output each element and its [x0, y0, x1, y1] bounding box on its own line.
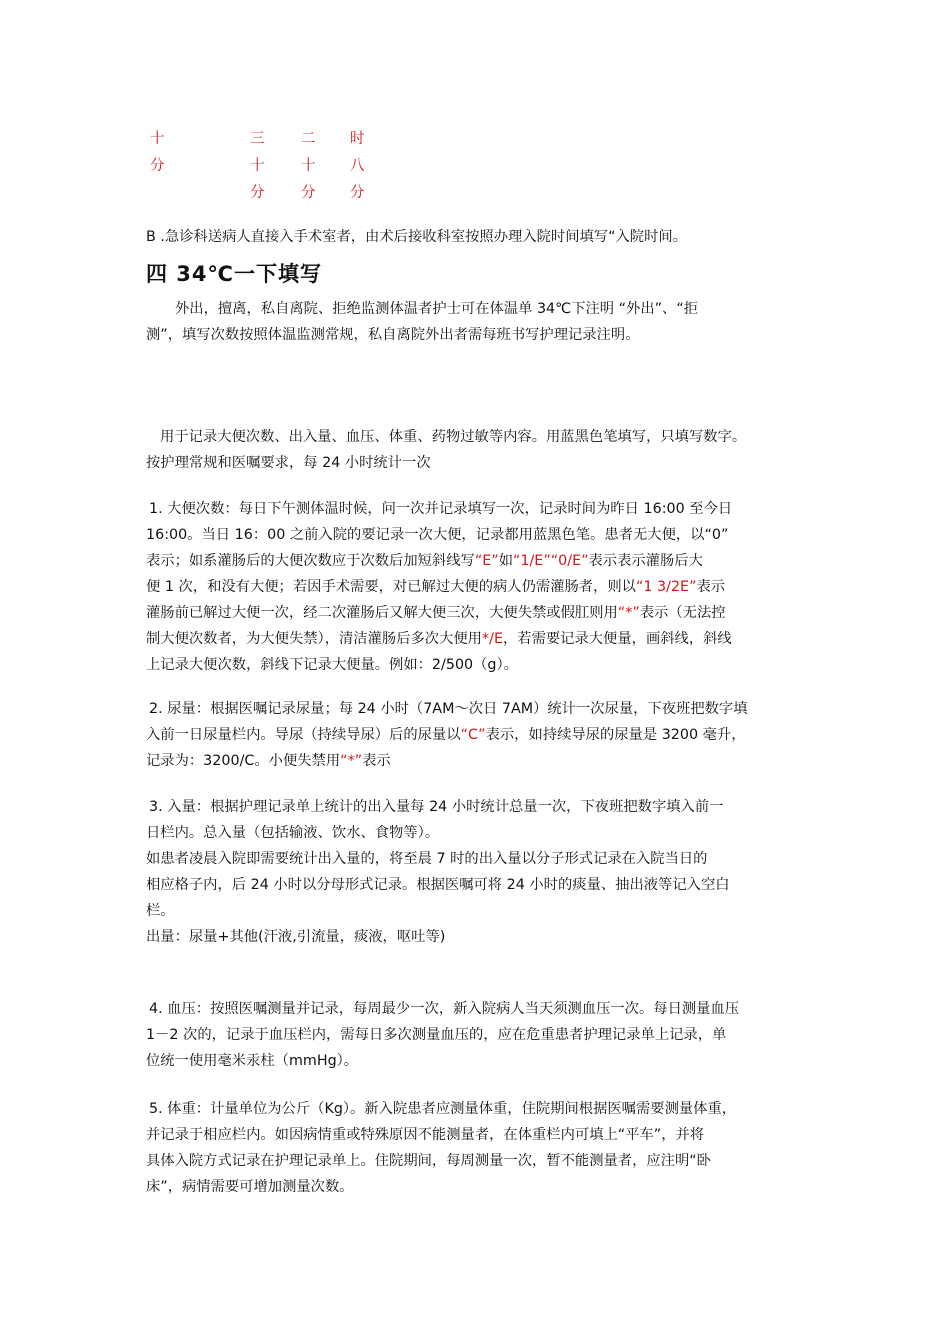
stool-line: 16:00。当日 16：00 之前入院的要记录一次大便，记录都用蓝黑色笔。患者无大便，以“0”: [146, 527, 729, 543]
text: 便 1 次，和没有大便；若因手术需要，对已解过大便的病人仍需灌肠者，则以: [146, 579, 636, 595]
intake-paragraph: [146, 794, 814, 950]
section-heading: 四 34℃一下填写: [146, 262, 322, 286]
text: 如: [498, 553, 513, 569]
urine-line: [146, 722, 814, 748]
text: 表示，如持续导尿的尿量是 3200 毫升，: [485, 727, 746, 743]
time-char: 十: [250, 158, 265, 174]
bp-paragraph: [146, 996, 814, 1074]
text: 表示: [362, 753, 391, 769]
time-column-4: [350, 126, 365, 207]
stool-paragraph: [146, 496, 814, 678]
time-char: 八: [350, 158, 365, 174]
text: 表示表示灌肠后大: [588, 553, 703, 569]
text: 灌肠前已解过大便一次，经二次灌肠后又解大便三次，大便失禁或假肛则用: [146, 605, 618, 621]
weight-line: 具体入院方式记录在护理记录单上。住院期间，每周测量一次，暂不能测量者，应注明“卧: [146, 1153, 711, 1169]
intake-line: 出量：尿量+其他(汗液,引流量，痰液，呕吐等): [146, 929, 446, 945]
stool-line: [146, 548, 814, 574]
weight-paragraph: [146, 1096, 814, 1200]
intake-line: 3. 入量：根据护理记录单上统计的出入量每 24 小时统计总量一次，下夜班把数字填入前一: [149, 799, 724, 815]
red-code: “C”: [460, 727, 486, 743]
intro-paragraph: [146, 296, 814, 348]
bp-line: 位统一使用毫米汞柱（mmHg）。: [146, 1053, 359, 1069]
text: 入前一日尿量栏内。导尿（持续导尿）后的尿量以: [146, 727, 461, 743]
urine-paragraph: [146, 696, 814, 774]
time-char: 分: [150, 158, 165, 174]
weight-line: 并记录于相应栏内。如因病情重或特殊原因不能测量者，在体重栏内可填上“平车”，并将: [146, 1127, 705, 1143]
note-b: [146, 224, 814, 250]
red-code: “1/E”“0/E”: [512, 553, 589, 569]
text: 表示；如系灌肠后的大便次数应于次数后加短斜线写: [146, 553, 475, 569]
urine-line: 2. 尿量：根据医嘱记录尿量；每 24 小时（7AM～次日 7AM）统计一次尿量，下夜班把数字填: [149, 701, 748, 717]
weight-line: 床”，病情需要可增加测量次数。: [146, 1179, 354, 1195]
bp-line: 4. 血压：按照医嘱测量并记录，每周最少一次，新入院病人当天须测血压一次。每日测量血压: [149, 1001, 740, 1017]
red-code: “E”: [474, 553, 499, 569]
weight-line: 5. 体重：计量单位为公斤（Kg）。新入院患者应测量体重，住院期间根据医嘱需要测量体重，: [149, 1101, 737, 1117]
stool-line: 上记录大便次数，斜线下记录大便量。例如：2/500（g）。: [146, 657, 518, 673]
intake-line: 如患者凌晨入院即需要统计出入量的，将至晨 7 时的出入量以分子形式记录在入院当日的: [146, 851, 708, 867]
time-char: 二: [301, 131, 316, 147]
usage-line: 按护理常规和医嘱要求，每 24 小时统计一次: [146, 455, 431, 471]
stool-line: 1. 大便次数：每日下午测体温时候，问一次并记录填写一次，记录时间为昨日 16:00 至今日: [149, 501, 733, 517]
stool-line: [146, 626, 814, 652]
time-char: 分: [250, 185, 265, 201]
urine-line: [146, 748, 814, 774]
stool-line: [146, 574, 814, 600]
time-char: 十: [150, 131, 165, 147]
text: ，若需要记录大便量，画斜线，斜线: [502, 631, 732, 647]
usage-paragraph: [146, 424, 814, 476]
stool-line: [146, 600, 814, 626]
time-char: 十: [301, 158, 316, 174]
text: 表示（无法控: [639, 605, 726, 621]
time-column-2: [250, 126, 265, 207]
intro-line: 测”，填写次数按照体温监测常规，私自离院外出者需每班书写护理记录注明。: [146, 327, 640, 343]
intake-line: 栏。: [146, 903, 175, 919]
note-b-text: B .急诊科送病人直接入手术室者，由术后接收科室按照办理入院时间填写“入院时间。: [146, 229, 687, 245]
text: 表示: [696, 579, 726, 595]
usage-line: 用于记录大便次数、出入量、血压、体重、药物过敏等内容。用蓝黑色笔填写，只填写数字。: [160, 429, 747, 445]
bp-line: 1－2 次的，记录于血压栏内，需每日多次测量血压的，应在危重患者护理记录单上记录，单: [146, 1027, 727, 1043]
red-code: “1 3/2E”: [635, 579, 697, 595]
text: 制大便次数者，为大便失禁），清洁灌肠后多次大便用: [146, 631, 482, 647]
intake-line: 日栏内。总入量（包括输液、饮水、食物等）。: [146, 825, 440, 841]
time-char: 时: [350, 131, 365, 147]
red-code: */E: [481, 631, 503, 647]
intro-line: 外出，擅离，私自离院、拒绝监测体温者护士可在体温单 34℃下注明 “外出”、“拒: [175, 301, 699, 317]
time-char: 分: [301, 185, 316, 201]
text: 记录为：3200/C。小便失禁用: [146, 753, 341, 769]
time-column-1: [150, 126, 165, 180]
time-column-3: [301, 126, 316, 207]
time-char: 分: [350, 185, 365, 201]
intake-line: 相应格子内，后 24 小时以分母形式记录。根据医嘱可将 24 小时的痰量、抽出液等记入空白: [146, 877, 730, 893]
time-char: 三: [250, 131, 265, 147]
red-code: “*”: [340, 753, 363, 769]
red-code: “*”: [617, 605, 640, 621]
